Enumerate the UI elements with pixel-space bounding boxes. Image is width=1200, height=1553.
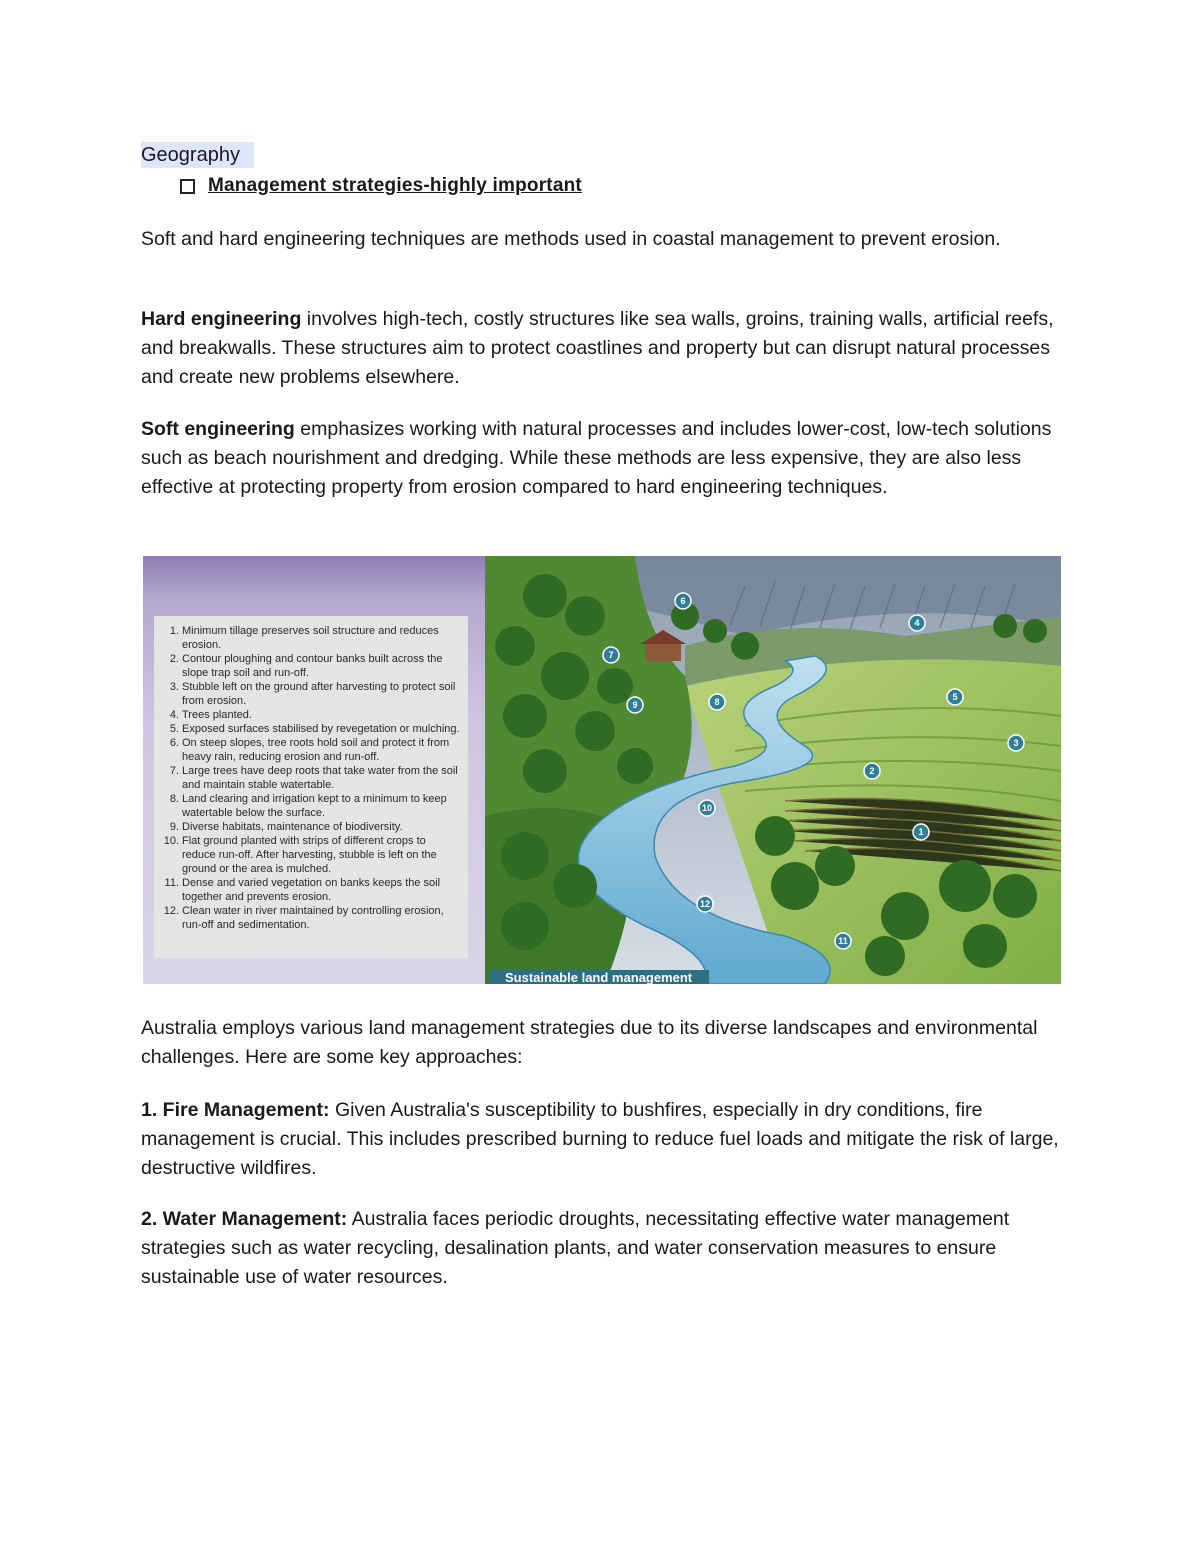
legend-item-text: Minimum tillage preserves soil structure and reduces erosion.: [182, 625, 439, 651]
water-management-paragraph: [141, 1205, 1071, 1292]
water-management-text: Australia faces periodic droughts, necessitating effective water management strategies such as water recycling, desalination plants, and water conservation measures to ensure sustainable use of water resources.: [141, 1208, 1010, 1288]
section-heading: Management strategies-highly important: [208, 175, 582, 196]
scene-marker-label: 6: [680, 596, 686, 606]
figure-left-panel: [143, 556, 485, 984]
scene-marker-label: 8: [714, 697, 720, 707]
legend-item-number: 10.: [163, 835, 179, 847]
legend-item-number: 2.: [169, 653, 179, 665]
legend-item: [162, 876, 462, 904]
legend-item-number: 6.: [169, 737, 179, 749]
scene-marker-label: 2: [869, 766, 875, 776]
legend-item-text: Dense and varied vegetation on banks keeps the soil together and prevents erosion.: [182, 877, 441, 903]
legend-item-number: 7.: [169, 765, 179, 777]
soft-engineering-term: Soft engineering: [141, 418, 295, 440]
legend-item: [162, 624, 462, 652]
legend-item: [162, 736, 462, 764]
scene-marker-label: 5: [952, 692, 958, 702]
legend-item-text: Diverse habitats, maintenance of biodiversity.: [182, 821, 403, 833]
legend-item-text: Large trees have deep roots that take water from the soil and maintain stable watertable.: [182, 765, 458, 791]
scene-marker-label: 4: [914, 618, 920, 628]
legend-item-text: Trees planted.: [182, 709, 252, 721]
legend-item: [162, 680, 462, 708]
land-management-figure: [143, 556, 1061, 984]
scene-marker-label: 9: [632, 700, 638, 710]
water-management-term: 2. Water Management:: [141, 1208, 348, 1230]
legend-item-number: 3.: [169, 681, 179, 693]
australia-intro-paragraph: Australia employs various land management strategies due to its diverse landscapes and environmental challenges. Here are some key approaches:: [141, 1017, 1038, 1068]
soft-engineering-text: emphasizes working with natural processes and includes lower-cost, low-tech solutions such as beach nourishment and dredging. While these methods are less expensive, they are also less effective at protecting property from erosion compared to hard engineering techniques.: [141, 418, 1052, 498]
legend-item-number: 5.: [169, 723, 179, 735]
legend-item-number: 12.: [163, 905, 179, 917]
scene-marker-label: 10: [701, 803, 713, 813]
fire-management-paragraph: [141, 1096, 1071, 1183]
legend-item-number: 8.: [169, 793, 179, 805]
figure-legend-list: [162, 624, 462, 932]
figure-legend-box: [154, 616, 468, 958]
legend-item: [162, 792, 462, 820]
legend-item: [162, 904, 462, 932]
legend-item: [162, 652, 462, 680]
legend-item-text: Land clearing and irrigation kept to a minimum to keep watertable below the surface.: [182, 793, 447, 819]
legend-item-number: 11.: [164, 877, 179, 889]
legend-item-text: Clean water in river maintained by controlling erosion, run-off and sedimentation.: [182, 905, 444, 931]
scene-marker-label: 3: [1013, 738, 1019, 748]
legend-item-text: Exposed surfaces stabilised by revegetation or mulching.: [182, 723, 460, 735]
legend-item: [162, 820, 462, 834]
hard-engineering-term: Hard engineering: [141, 308, 302, 330]
scene-marker-label: 1: [918, 827, 924, 837]
legend-item-text: Stubble left on the ground after harvesting to protect soil from erosion.: [182, 681, 456, 707]
legend-item: [162, 764, 462, 792]
fire-management-text: Given Australia's susceptibility to bushfires, especially in dry conditions, fire management is crucial. This includes prescribed burning to reduce fuel loads and mitigate the risk of large, destructive wildfires.: [141, 1099, 1059, 1179]
scene-marker-label: 11: [838, 936, 848, 946]
hard-engineering-text: involves high-tech, costly structures like sea walls, groins, training walls, artificial reefs, and breakwalls. These structures aim to protect coastlines and property but can disrupt natural processes and create new problems elsewhere.: [141, 308, 1054, 388]
legend-item-text: Contour ploughing and contour banks built across the slope trap soil and run-off.: [182, 653, 443, 679]
legend-item-text: Flat ground planted with strips of different crops to reduce run-off. After harvesting, stubble is left on the ground or the area is mulched.: [182, 835, 437, 875]
scene-marker-label: 7: [608, 650, 614, 660]
legend-item-text: On steep slopes, tree roots hold soil and protect it from heavy rain, reducing erosion and run-off.: [182, 737, 450, 763]
legend-item: [162, 722, 462, 736]
fire-management-term: 1. Fire Management:: [141, 1099, 330, 1121]
hard-engineering-paragraph: [141, 305, 1071, 392]
scene-marker-label: 12: [699, 899, 711, 909]
legend-item-number: 9.: [169, 821, 179, 833]
legend-item: [162, 834, 462, 876]
intro-paragraph: Soft and hard engineering techniques are methods used in coastal management to prevent erosion.: [141, 228, 1001, 250]
legend-item: [162, 708, 462, 722]
heading-row: [180, 175, 582, 197]
landscape-illustration: [485, 556, 1061, 984]
legend-item-number: 4.: [169, 709, 179, 721]
checkbox[interactable]: [180, 179, 195, 194]
soft-engineering-paragraph: [141, 415, 1071, 502]
legend-item-number: 1.: [169, 625, 179, 637]
subject-label: Geography: [141, 142, 254, 168]
figure-caption: Sustainable land management: [489, 970, 709, 984]
